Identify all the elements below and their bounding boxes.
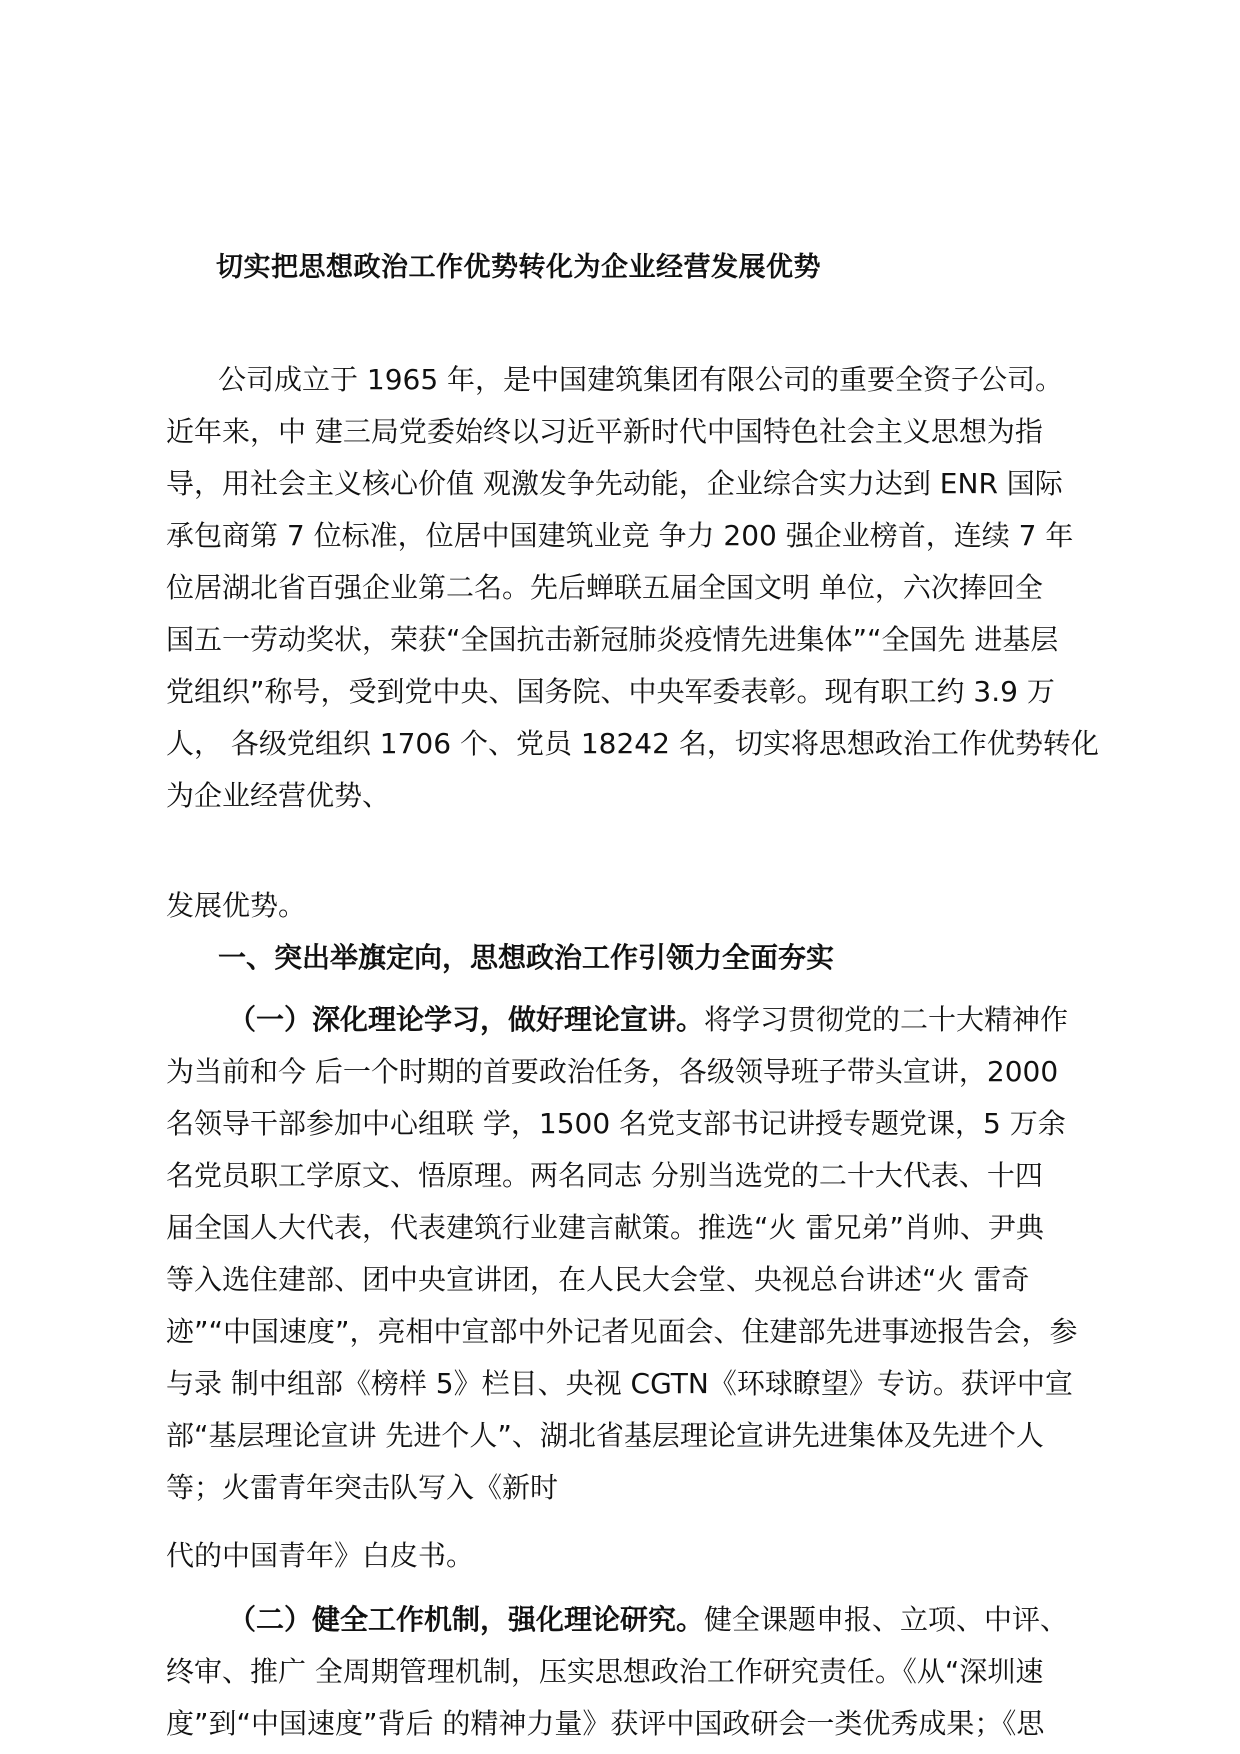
text-line: 党组织”称号，受到党中央、国务院、中央军委表彰。现有职工约 3.9 万 [166,675,1055,708]
subsection-text: 将学习贯彻党的二十大精神作 [704,1003,1069,1036]
subsection-2 [166,1594,1086,1750]
text-line: 人， 各级党组织 1706 个、党员 18242 名，切实将思想政治工作优势转化 [166,727,1099,760]
text-line: 为当前和今 后一个时期的首要政治任务，各级领导班子带头宣讲，2000 [166,1055,1059,1088]
text-line: 终审、推广 全周期管理机制，压实思想政治工作研究责任。《从“深圳速 [166,1655,1044,1688]
text-line: 届全国人大代表，代表建筑行业建言献策。推选“火 雷兄弟”肖帅、尹典 [166,1211,1044,1244]
text-line: 名领导干部参加中心组联 学，1500 名党支部书记讲授专题党课，5 万余 [166,1107,1066,1140]
text-line: 等入选住建部、团中央宣讲团，在人民大会堂、央视总台讲述“火 雷奇 [166,1263,1030,1296]
text-line: 名党员职工学原文、悟原理。两名同志 分别当选党的二十大代表、十四 [166,1159,1043,1192]
text-line: 导，用社会主义核心价值 观激发争先动能，企业综合实力达到 ENR 国际 [166,467,1063,500]
text-line: 度”到“中国速度”背后 的精神力量》获评中国政研会一类优秀成果；《思 [166,1707,1045,1740]
subsection-first-line [166,994,1086,1046]
text-line: 部“基层理论宣讲 先进个人”、湖北省基层理论宣讲先进集体及先进个人 [166,1419,1044,1452]
subsection-label: （二）健全工作机制，强化理论研究。 [228,1603,705,1636]
text-line: 发展优势。 [166,889,307,922]
intro-paragraph [166,354,1099,822]
subsection-text: 健全课题申报、立项、中评、 [704,1603,1069,1636]
subsection-1-continuation [166,1530,1086,1582]
text-line: 代的中国青年》白皮书。 [166,1539,475,1572]
text-line: 等；火雷青年突击队写入《新时 [166,1471,559,1504]
text-line: 近年来，中 建三局党委始终以习近平新时代中国特色社会主义思想为指 [166,415,1043,448]
text-line: 与录 制中组部《榜样 5》栏目、央视 CGTN《环球瞭望》专访。获评中宣 [166,1367,1073,1400]
subsection-label: （一）深化理论学习，做好理论宣讲。 [228,1003,705,1036]
text-line: 为企业经营优势、 [166,779,391,812]
text-line: 公司成立于 1965 年，是中国建筑集团有限公司的重要全资子公司。 [218,363,1064,396]
section-heading-text: 一、突出举旗定向，思想政治工作引领力全面夯实 [218,941,835,974]
subsection-first-line [166,1594,1086,1646]
text-line: 位居湖北省百强企业第二名。先后蝉联五届全国文明 单位，六次捧回全 [166,571,1043,604]
intro-continuation [166,880,1086,932]
section-heading [166,932,1086,984]
text-line: 国五一劳动奖状，荣获“全国抗击新冠肺炎疫情先进集体”“全国先 进基层 [166,623,1059,656]
subsection-1 [166,994,1086,1514]
document-title: 切实把思想政治工作优势转化为企业经营发展优势 [216,252,821,283]
text-line: 迹”“中国速度”，亮相中宣部中外记者见面会、住建部先进事迹报告会，参 [166,1315,1078,1348]
text-line: 承包商第 7 位标准，位居中国建筑业竞 争力 200 强企业榜首，连续 7 年 [166,519,1074,552]
